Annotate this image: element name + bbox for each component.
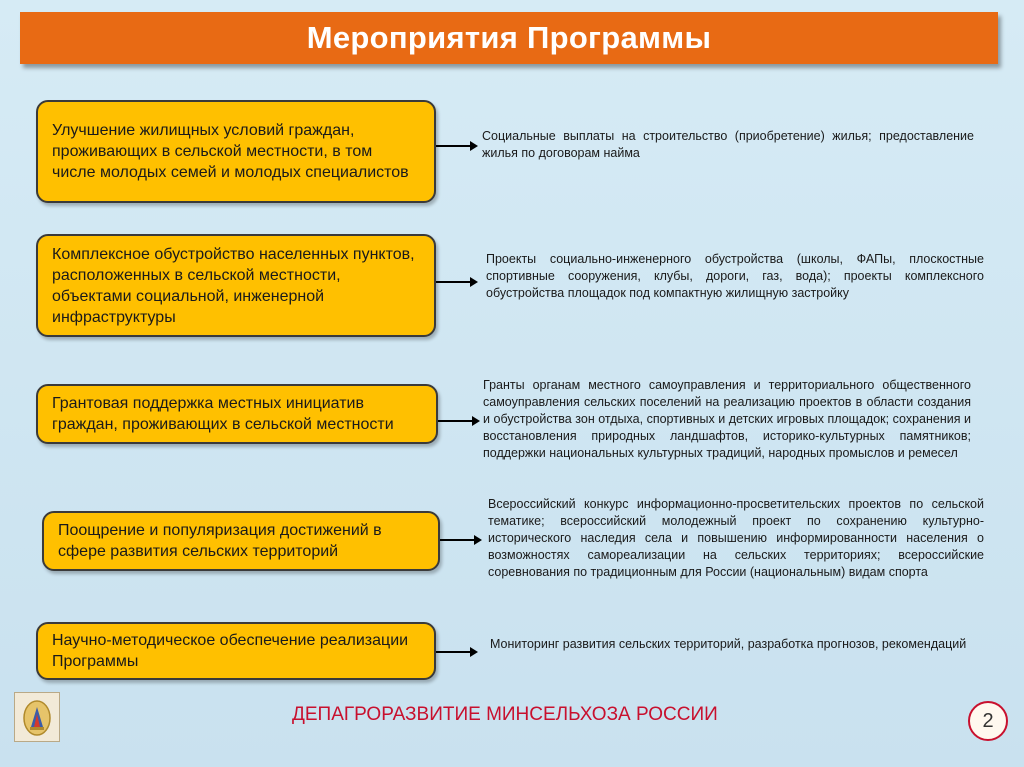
page-number: 2 [982, 709, 994, 732]
measure-label: Улучшение жилищных условий граждан, проживающих в сельской местности, в том числе молодых семей и молодых специалистов [52, 122, 409, 181]
measure-label: Поощрение и популяризация достижений в сфере развития сельских территорий [58, 522, 382, 560]
measure-box-grants [36, 384, 438, 444]
measure-description: Всероссийский конкурс информационно-просветительских проектов по сельской тематике; всероссийский молодежный проект по сохранению культурно-исторического наследия села и повышению информированности населения о возможностях самореализации на сельских территориях; всероссийские соревнования по традиционным для России (национальным) видам спорта [488, 497, 984, 579]
title-bar [20, 12, 998, 64]
measure-description: Проекты социально-инженерного обустройства (школы, ФАПы, плоскостные спортивные сооружения, клубы, дороги, газ, вода); проекты комплексного обустройства площадок под компактную жилищную застройку [486, 252, 984, 300]
measure-box-housing [36, 100, 436, 203]
page-number-badge [968, 701, 1008, 741]
measure-label: Научно-методическое обеспечение реализации Программы [52, 632, 409, 670]
arrow-icon [436, 651, 476, 653]
arrow-icon [440, 539, 480, 541]
arrow-icon [438, 420, 478, 422]
slide-title: Мероприятия Программы [306, 20, 712, 55]
arrow-icon [436, 145, 476, 147]
measure-label: Грантовая поддержка местных инициатив граждан, проживающих в сельской местности [52, 395, 394, 433]
measure-label: Комплексное обустройство населенных пунктов, расположенных в сельской местности, объектами социальной, инженерной инфраструктуры [52, 245, 415, 326]
organization-name: ДЕПАГРОРАЗВИТИЕ МИНСЕЛЬХОЗА РОССИИ [292, 704, 718, 725]
measure-box-promotion [42, 511, 440, 571]
measure-description: Мониторинг развития сельских территорий, разработка прогнозов, рекомендаций [490, 637, 967, 651]
measure-description: Социальные выплаты на строительство (приобретение) жилья; предоставление жилья по договорам найма [482, 129, 974, 160]
measure-box-infrastructure [36, 234, 436, 337]
measure-description: Гранты органам местного самоуправления и территориального общественного самоуправления сельских поселений на реализацию проектов в области создания и обустройства зон отдыха, спортивных и детских игровых площадок; сохранения и восстановления природных ландшафтов, историко-культурных памятников; поддержки национальных культурных традиций, народных промыслов и ремесел [483, 378, 971, 460]
arrow-icon [436, 281, 476, 283]
measure-box-methodology [36, 622, 436, 680]
ministry-logo-icon [14, 692, 60, 742]
